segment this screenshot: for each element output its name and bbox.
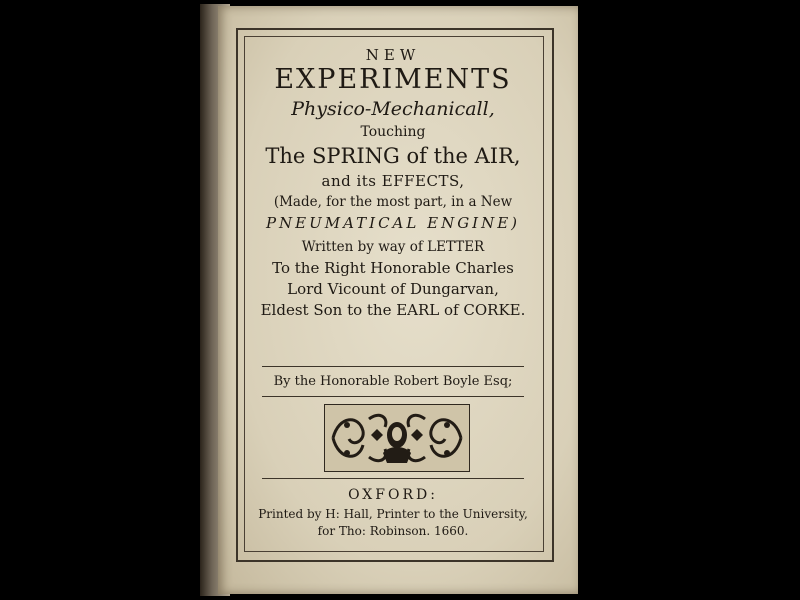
imprint-for: for Tho: Robinson. 1660. <box>317 524 469 538</box>
title-block <box>252 40 534 321</box>
title-physico-mechanicall: Physico-Mechanicall, <box>291 98 495 120</box>
imprint-details <box>252 506 534 540</box>
woodcut-ornament <box>324 404 470 472</box>
title-new: NEW <box>365 46 421 64</box>
title-touching: Touching <box>360 124 426 140</box>
imprint-printer: Printed by H: Hall, Printer to the University, <box>258 507 528 521</box>
dedication-title: Lord Vicount of Dungarvan, <box>287 280 499 298</box>
title-spring-of-air: The SPRING of the AIR, <box>265 144 521 168</box>
imprint-city: OXFORD: <box>348 487 438 503</box>
dedication-recipient: To the Right Honorable Charles <box>272 259 514 277</box>
ornament-icon <box>325 405 469 471</box>
title-experiments: EXPERIMENTS <box>274 64 512 95</box>
dedication-written: Written by way of LETTER <box>301 239 485 255</box>
rule-above-imprint <box>262 478 524 479</box>
rule-above-byline <box>262 366 524 367</box>
title-made-for: (Made, for the most part, in a New <box>273 194 513 210</box>
title-pneumatical-engine: PNEUMATICAL ENGINE) <box>265 214 521 232</box>
title-effects: and its EFFECTS, <box>321 172 465 190</box>
author-byline: By the Honorable Robert Boyle Esq; <box>273 374 513 389</box>
rule-below-byline <box>262 396 524 397</box>
dedication-lineage: Eldest Son to the EARL of CORKE. <box>260 301 526 319</box>
